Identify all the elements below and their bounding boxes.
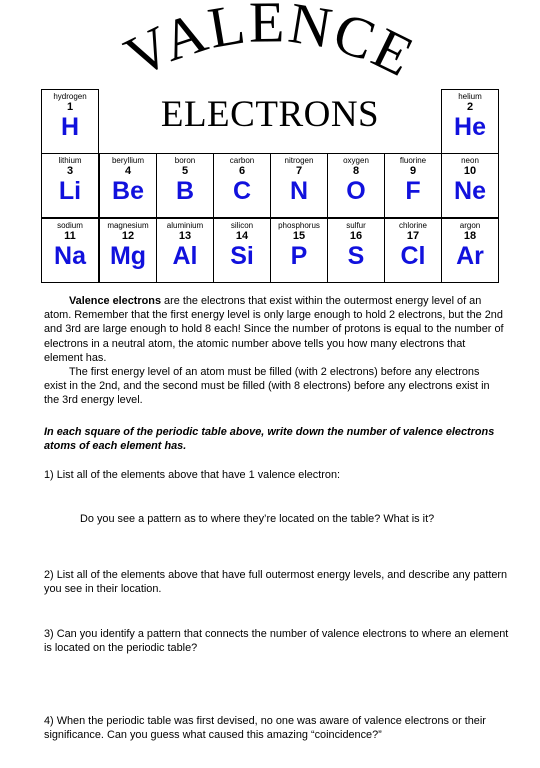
element-symbol: Ne bbox=[454, 177, 486, 205]
atomic-number: 8 bbox=[352, 165, 360, 177]
element-name: beryllium bbox=[111, 156, 144, 165]
element-cell-lithium bbox=[41, 153, 99, 218]
element-cell-magnesium bbox=[99, 218, 157, 283]
title-arc-text: VALENCE bbox=[114, 0, 426, 90]
question-3: 3) Can you identify a pattern that connects the number of valence electrons to where an element is located on the periodic table? bbox=[44, 628, 509, 655]
question-1b: Do you see a pattern as to where they’re located on the table? What is it? bbox=[80, 513, 435, 525]
element-symbol: Na bbox=[54, 242, 86, 270]
element-symbol: He bbox=[454, 113, 486, 141]
element-symbol: O bbox=[346, 177, 366, 205]
question-4: 4) When the periodic table was first devised, no one was aware of valence electrons or their significance. Can you guess what caused this amazing “coincidence?” bbox=[44, 715, 486, 742]
element-symbol: B bbox=[175, 177, 195, 205]
atomic-number: 12 bbox=[121, 230, 135, 242]
element-name: magnesium bbox=[107, 221, 149, 230]
intro-text bbox=[44, 294, 504, 408]
element-cell-helium bbox=[441, 89, 499, 154]
element-name: argon bbox=[459, 221, 481, 230]
intro-p1: are the electrons that exist within the outermost energy level of an atom. Remember that the first energy level is only large enough to hold 2 electrons, but the 2nd and 3rd are large enough to hold 8 each! Since the number of protons is equal to the number of electrons in a neutral atom, the atomic number above tells you how many electrons that element has. bbox=[44, 295, 504, 364]
element-name: sulfur bbox=[346, 221, 366, 230]
element-symbol: F bbox=[405, 177, 421, 205]
element-name: nitrogen bbox=[284, 156, 314, 165]
element-name: oxygen bbox=[343, 156, 369, 165]
atomic-number: 4 bbox=[124, 165, 132, 177]
atomic-number: 2 bbox=[466, 101, 474, 113]
intro-bold-lead: Valence electrons bbox=[69, 295, 162, 307]
element-cell-carbon bbox=[213, 153, 271, 218]
element-cell-hydrogen bbox=[41, 89, 99, 154]
atomic-number: 10 bbox=[463, 165, 477, 177]
element-cell-nitrogen bbox=[270, 153, 328, 218]
element-symbol: C bbox=[232, 177, 252, 205]
element-name: sodium bbox=[57, 221, 83, 230]
element-cell-oxygen bbox=[327, 153, 385, 218]
element-cell-fluorine bbox=[384, 153, 442, 218]
element-cell-boron bbox=[156, 153, 214, 218]
element-cell-chlorine bbox=[384, 218, 442, 283]
atomic-number: 1 bbox=[66, 101, 74, 113]
element-name: chlorine bbox=[398, 221, 427, 230]
atomic-number: 18 bbox=[463, 230, 477, 242]
element-symbol: Li bbox=[58, 177, 82, 205]
atomic-number: 13 bbox=[178, 230, 192, 242]
element-cell-aluminium bbox=[156, 218, 214, 283]
atomic-number: 5 bbox=[181, 165, 189, 177]
element-cell-sodium bbox=[41, 218, 99, 283]
element-symbol: S bbox=[347, 242, 365, 270]
question-1: 1) List all of the elements above that have 1 valence electron: bbox=[44, 469, 341, 481]
atomic-number: 17 bbox=[406, 230, 420, 242]
atomic-number: 7 bbox=[295, 165, 303, 177]
subtitle-electrons: ELECTRONS bbox=[160, 94, 380, 135]
atomic-number: 9 bbox=[409, 165, 417, 177]
element-symbol: H bbox=[60, 113, 80, 141]
element-name: hydrogen bbox=[53, 92, 87, 101]
question-2: 2) List all of the elements above that have full outermost energy levels, and describe any pattern you see in their location. bbox=[44, 569, 508, 596]
instruction: In each square of the periodic table above, write down the number of valence electrons atoms of each element has. bbox=[44, 426, 495, 453]
element-cell-silicon bbox=[213, 218, 271, 283]
element-cell-neon bbox=[441, 153, 499, 218]
atomic-number: 3 bbox=[66, 165, 74, 177]
element-name: phosphorus bbox=[278, 221, 320, 230]
element-cell-beryllium bbox=[99, 153, 157, 218]
element-name: boron bbox=[174, 156, 196, 165]
atomic-number: 16 bbox=[349, 230, 363, 242]
element-name: helium bbox=[458, 92, 482, 101]
element-symbol: Si bbox=[230, 242, 254, 270]
element-name: fluorine bbox=[399, 156, 427, 165]
element-name: aluminium bbox=[166, 221, 204, 230]
svg-text:VALENCE bbox=[115, 0, 425, 90]
element-symbol: Ar bbox=[456, 242, 484, 270]
element-cell-phosphorus bbox=[270, 218, 328, 283]
element-name: carbon bbox=[229, 156, 255, 165]
title-arc bbox=[0, 0, 540, 90]
element-symbol: N bbox=[289, 177, 309, 205]
element-name: lithium bbox=[58, 156, 82, 165]
atomic-number: 15 bbox=[292, 230, 306, 242]
element-name: neon bbox=[461, 156, 479, 165]
element-symbol: Al bbox=[172, 242, 198, 270]
element-symbol: Be bbox=[112, 177, 144, 205]
intro-p2: The first energy level of an atom must be filled (with 2 electrons) before any electrons exist in the 2nd, and the second must be filled (with 8 electrons) before any electrons exist in the 3rd energy level. bbox=[44, 366, 490, 407]
atomic-number: 11 bbox=[64, 230, 76, 242]
atomic-number: 6 bbox=[238, 165, 246, 177]
element-name: silicon bbox=[230, 221, 254, 230]
element-symbol: Cl bbox=[400, 242, 426, 270]
element-cell-argon bbox=[441, 218, 499, 283]
element-symbol: P bbox=[290, 242, 308, 270]
atomic-number: 14 bbox=[235, 230, 249, 242]
element-cell-sulfur bbox=[327, 218, 385, 283]
element-symbol: Mg bbox=[109, 242, 147, 270]
